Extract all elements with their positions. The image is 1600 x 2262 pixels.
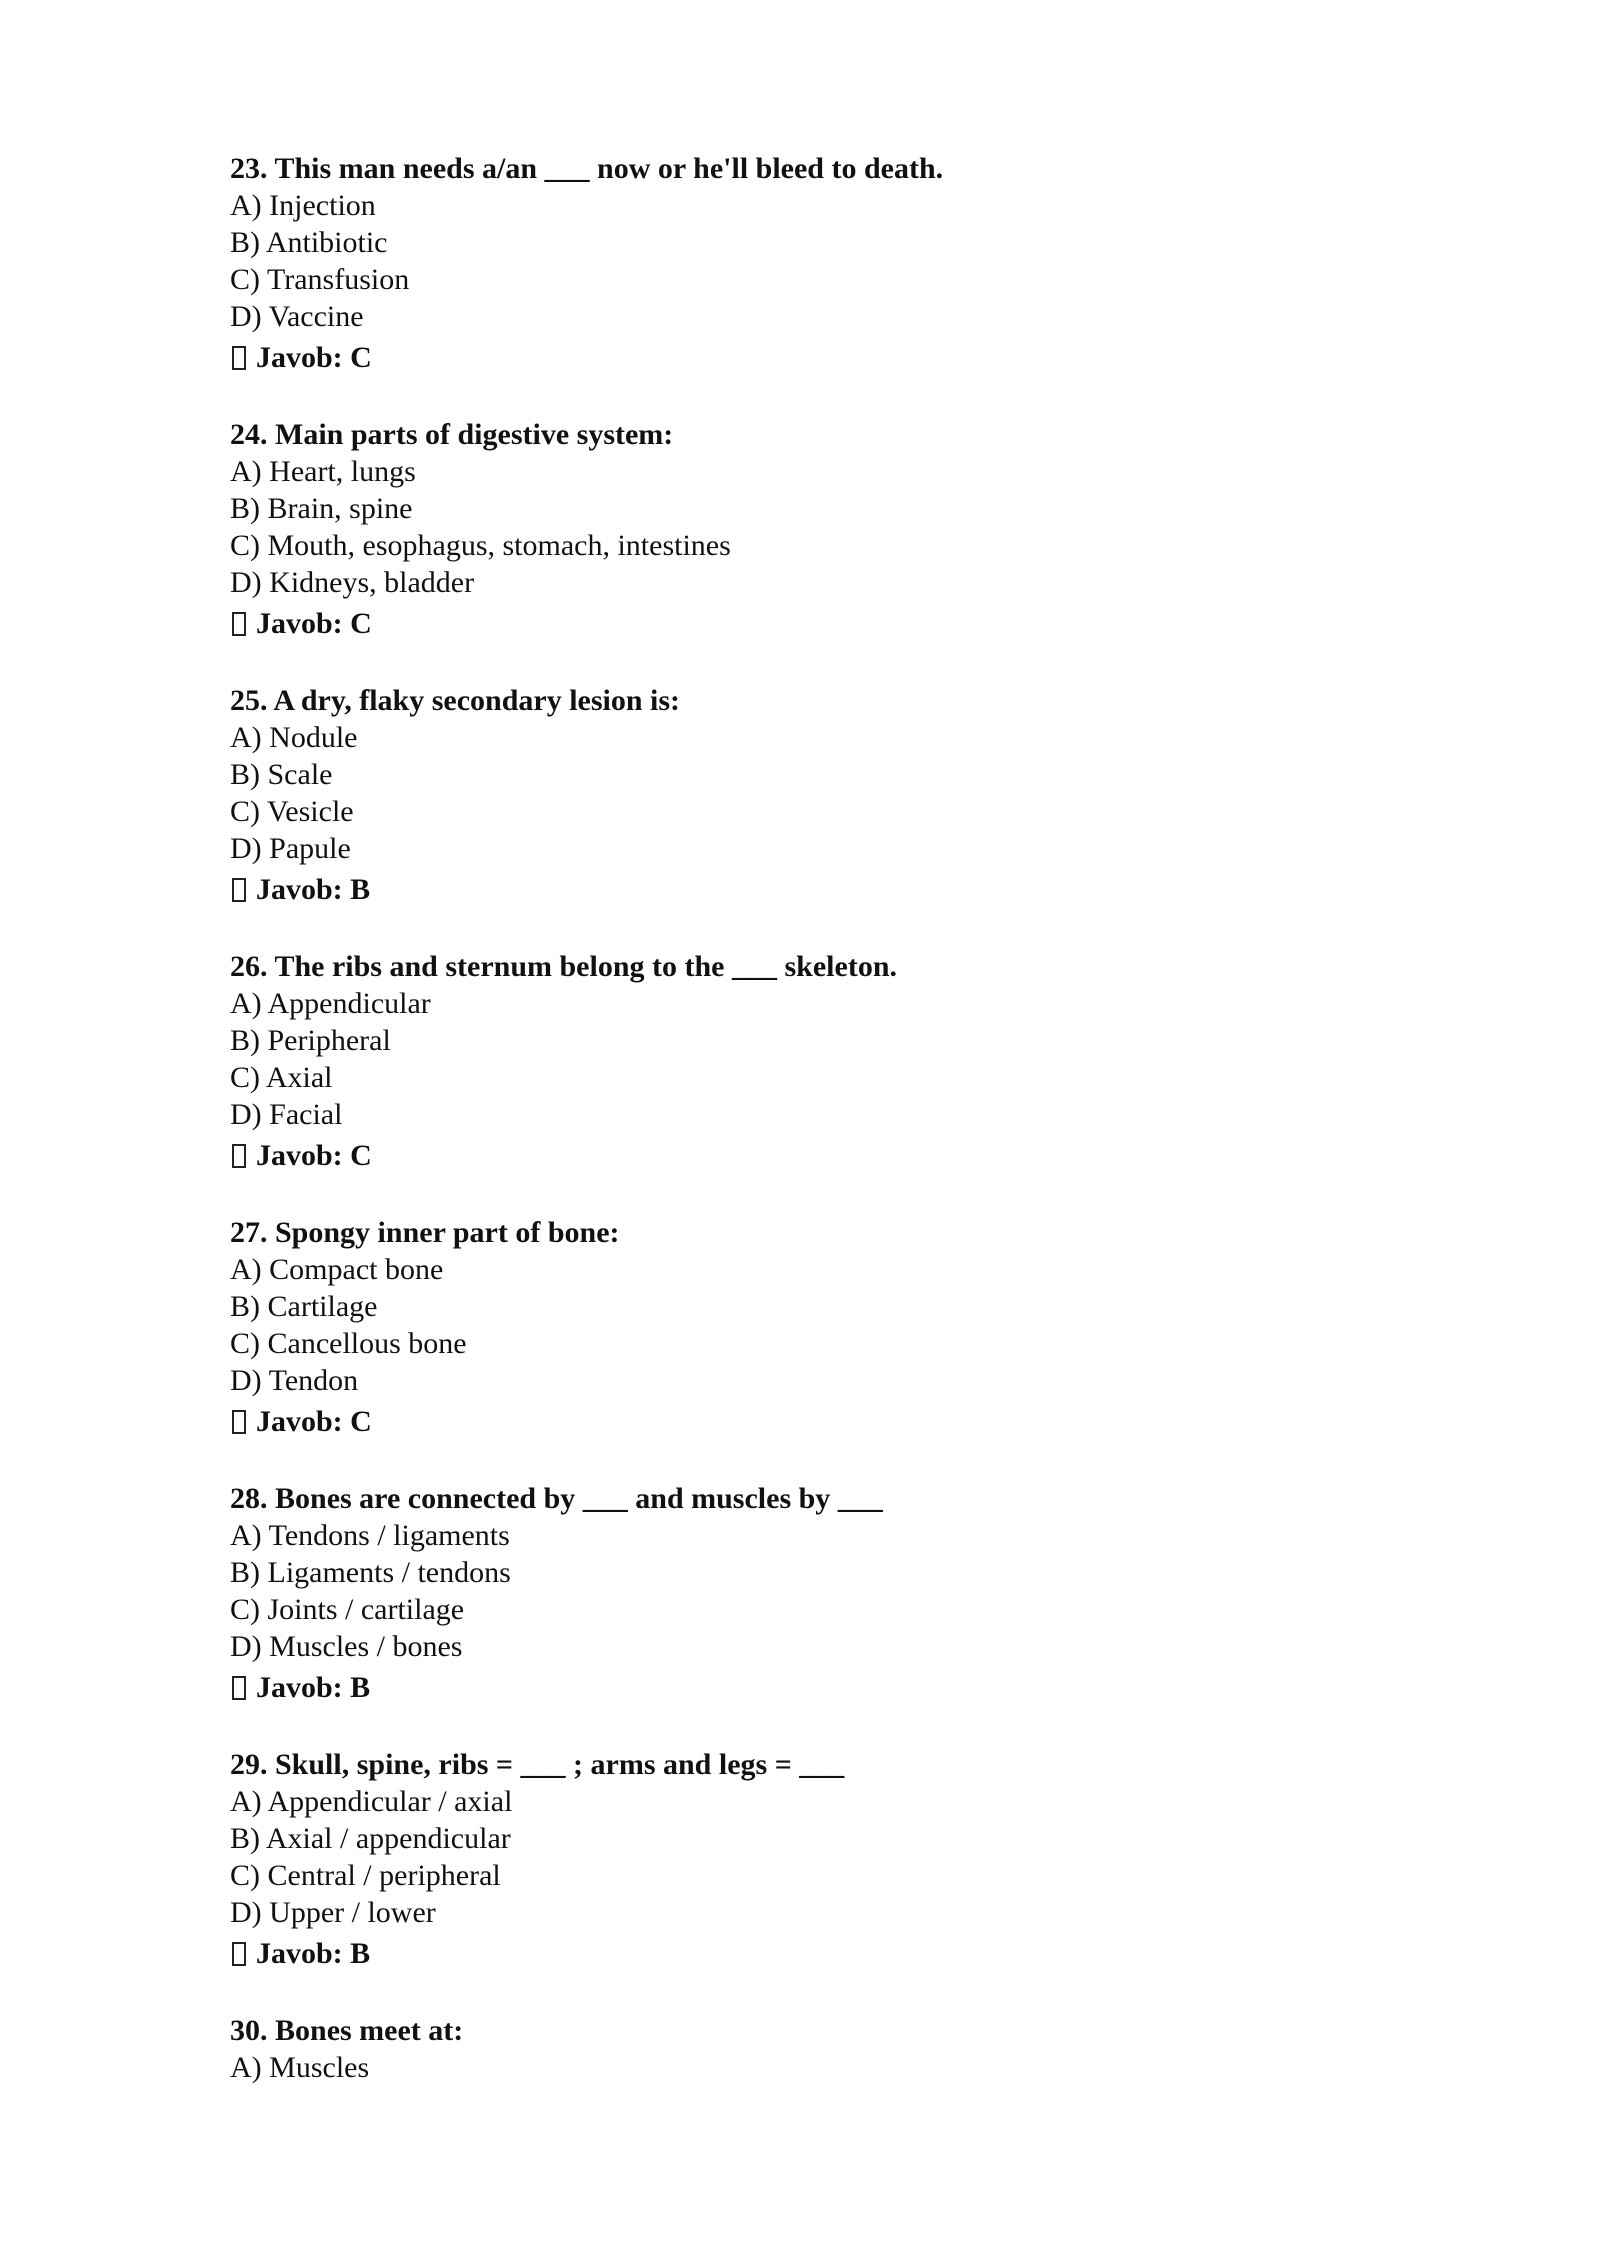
option-a: A) Tendons / ligaments <box>230 1519 510 1552</box>
check-icon <box>232 878 246 902</box>
answer-line <box>230 871 1430 908</box>
question-title: 30. Bones meet at: <box>230 2014 464 2047</box>
option-d: D) Tendon <box>230 1364 359 1397</box>
option-a: A) Appendicular <box>230 987 431 1020</box>
answer-text: Javob: B <box>256 1937 371 1970</box>
question-25 <box>230 682 1430 908</box>
answer-line <box>230 339 1430 376</box>
option-b: B) Cartilage <box>230 1290 378 1323</box>
option-a: A) Heart, lungs <box>230 455 416 488</box>
option-a: A) Compact bone <box>230 1253 444 1286</box>
check-icon <box>232 1410 246 1434</box>
option-b: B) Antibiotic <box>230 226 388 259</box>
answer-text: Javob: B <box>256 873 371 906</box>
question-title: 23. This man needs a/an ___ now or he'll bleed to death. <box>230 152 944 185</box>
option-a: A) Muscles <box>230 2051 370 2084</box>
option-a: A) Injection <box>230 189 376 222</box>
question-23 <box>230 150 1430 376</box>
option-b: B) Ligaments / tendons <box>230 1556 511 1589</box>
answer-text: Javob: C <box>256 1139 372 1172</box>
option-b: B) Axial / appendicular <box>230 1822 511 1855</box>
answer-line <box>230 1403 1430 1440</box>
option-d: D) Kidneys, bladder <box>230 566 475 599</box>
option-c: C) Vesicle <box>230 795 354 828</box>
answer-line <box>230 1137 1430 1174</box>
question-28 <box>230 1480 1430 1706</box>
option-d: D) Vaccine <box>230 300 364 333</box>
check-icon <box>232 1942 246 1966</box>
answer-line <box>230 1669 1430 1706</box>
question-27 <box>230 1214 1430 1440</box>
option-c: C) Transfusion <box>230 263 410 296</box>
option-c: C) Joints / cartilage <box>230 1593 465 1626</box>
option-a: A) Appendicular / axial <box>230 1785 513 1818</box>
option-a: A) Nodule <box>230 721 358 754</box>
question-30 <box>230 2012 1430 2086</box>
option-c: C) Mouth, esophagus, stomach, intestines <box>230 529 731 562</box>
answer-line <box>230 605 1430 642</box>
question-title: 24. Main parts of digestive system: <box>230 418 674 451</box>
question-24 <box>230 416 1430 642</box>
check-icon <box>232 346 246 370</box>
option-c: C) Cancellous bone <box>230 1327 467 1360</box>
option-d: D) Papule <box>230 832 351 865</box>
option-c: C) Axial <box>230 1061 333 1094</box>
answer-line <box>230 1935 1430 1972</box>
answer-text: Javob: C <box>256 1405 372 1438</box>
question-26 <box>230 948 1430 1174</box>
question-title: 25. A dry, flaky secondary lesion is: <box>230 684 681 717</box>
question-29 <box>230 1746 1430 1972</box>
question-title: 28. Bones are connected by ___ and muscles by ___ <box>230 1482 883 1515</box>
option-c: C) Central / peripheral <box>230 1859 501 1892</box>
answer-text: Javob: C <box>256 607 372 640</box>
check-icon <box>232 1144 246 1168</box>
question-title: 29. Skull, spine, ribs = ___ ; arms and legs = ___ <box>230 1748 845 1781</box>
option-d: D) Muscles / bones <box>230 1630 463 1663</box>
check-icon <box>232 612 246 636</box>
option-b: B) Peripheral <box>230 1024 391 1057</box>
question-title: 26. The ribs and sternum belong to the ___ skeleton. <box>230 950 898 983</box>
answer-text: Javob: B <box>256 1671 371 1704</box>
answer-text: Javob: C <box>256 341 372 374</box>
check-icon <box>232 1676 246 1700</box>
option-d: D) Upper / lower <box>230 1896 436 1929</box>
option-b: B) Scale <box>230 758 333 791</box>
option-b: B) Brain, spine <box>230 492 413 525</box>
option-d: D) Facial <box>230 1098 343 1131</box>
document-page <box>230 150 1430 2126</box>
question-title: 27. Spongy inner part of bone: <box>230 1216 620 1249</box>
